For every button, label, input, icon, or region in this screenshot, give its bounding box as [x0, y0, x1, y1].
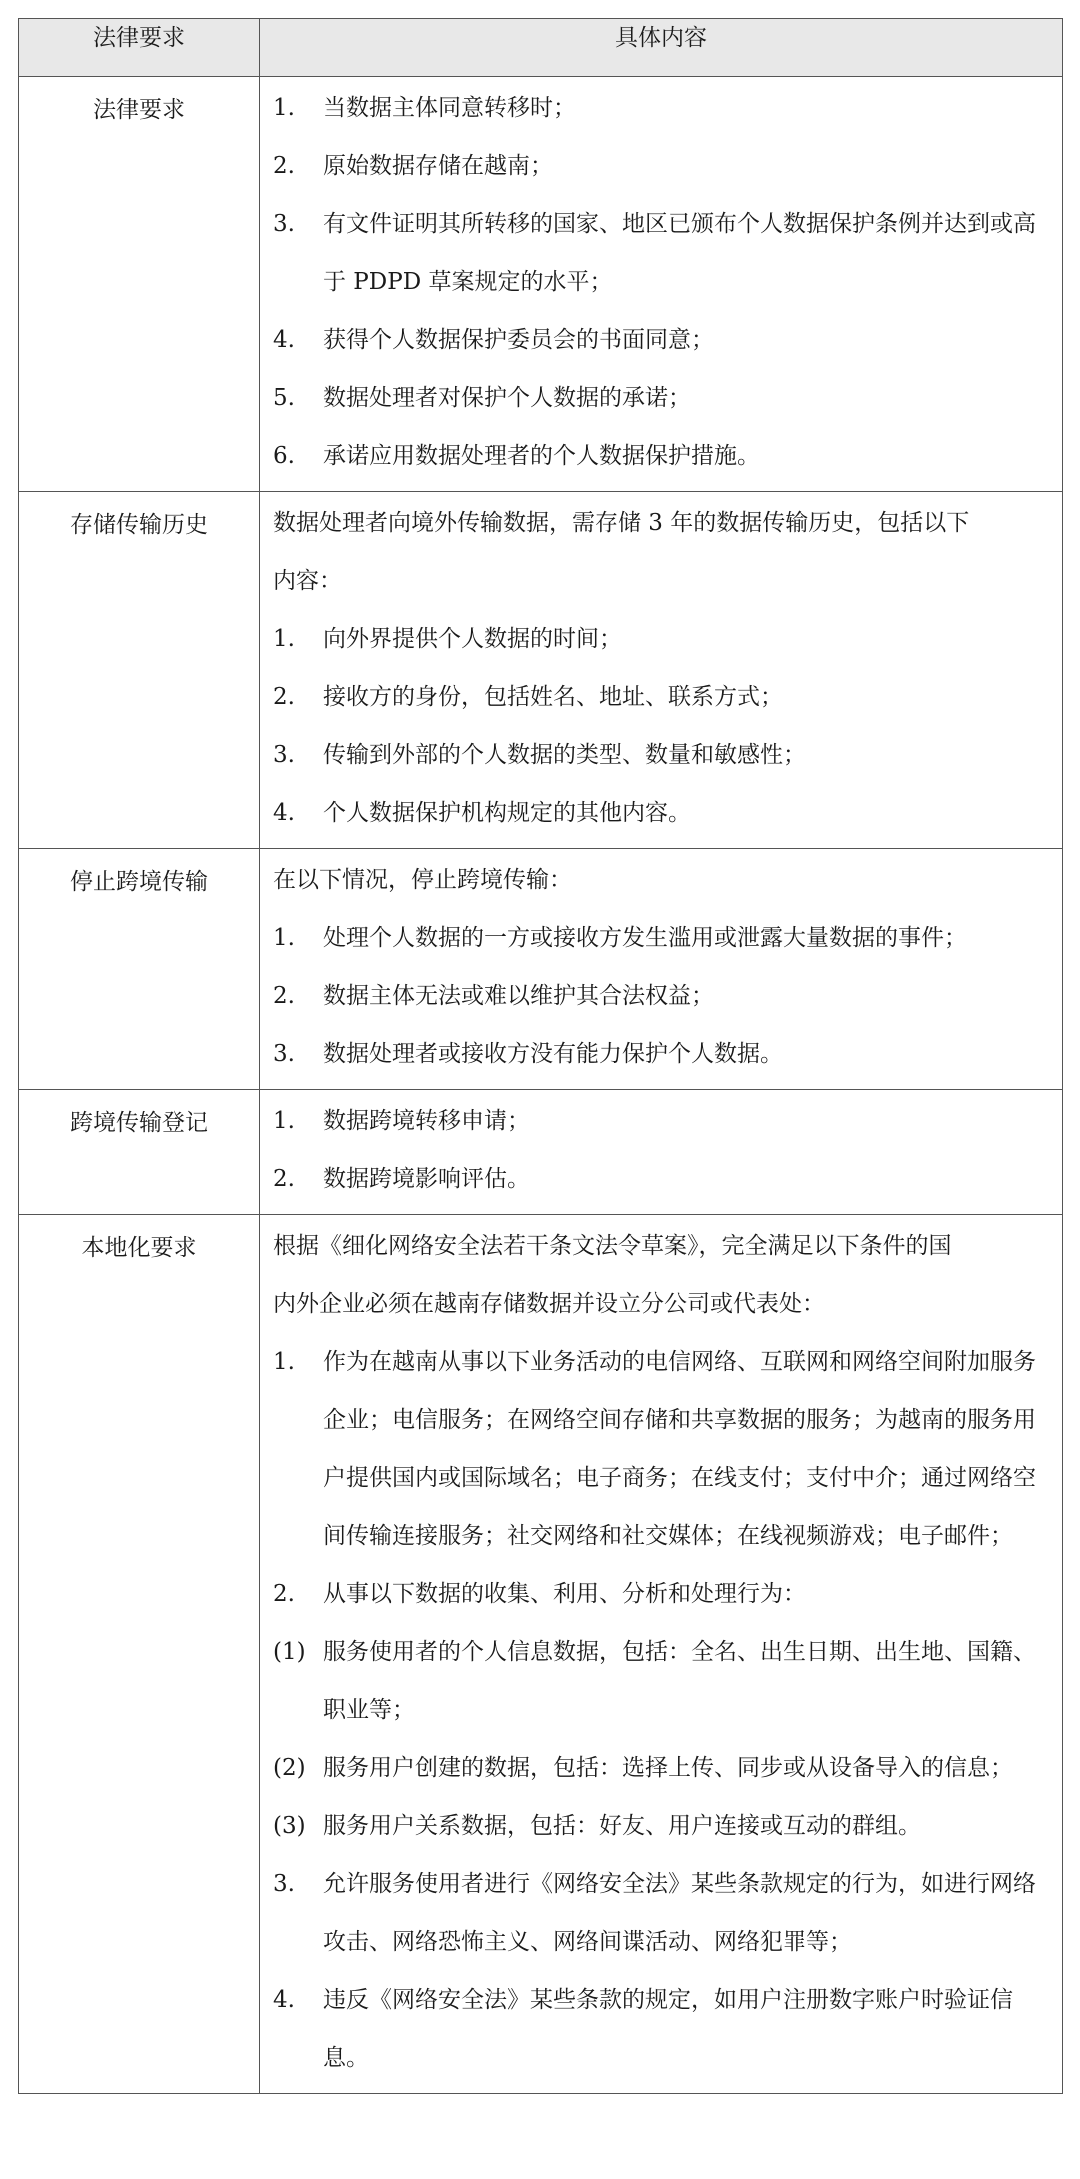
- list-item-text: 向外界提供个人数据的时间；: [323, 626, 622, 652]
- list-item-number: 2.: [273, 1581, 295, 1607]
- list-item-number: (2): [273, 1755, 306, 1781]
- list-item: [273, 668, 1052, 726]
- list-item: [273, 726, 1052, 784]
- list-item-text: 数据跨境影响评估。: [323, 1166, 530, 1192]
- list-item-number: 3.: [273, 1871, 295, 1897]
- list-item-number: 3.: [273, 742, 295, 768]
- list-item-number: 1.: [273, 1349, 295, 1375]
- list-item: [273, 1025, 1052, 1083]
- list-item-number: 2.: [273, 153, 295, 179]
- table-row: [19, 77, 1063, 492]
- list-item: [273, 427, 1052, 485]
- list-item-number: 2.: [273, 1166, 295, 1192]
- requirement-category: 存储传输历史: [19, 492, 260, 849]
- intro-text: 在以下情况，停止跨境传输：: [273, 867, 572, 893]
- list-item-text: 数据跨境转移申请；: [323, 1108, 530, 1134]
- list-item-text: 数据处理者对保护个人数据的承诺；: [323, 385, 691, 411]
- list-item: [273, 610, 1052, 668]
- list-item-text: 作为在越南从事以下业务活动的电信网络、互联网和网络空间附加服务企业；电信服务；在网络空间存储和共享数据的服务；为越南的服务用户提供国内或国际域名；电子商务；在线支付；支付中介；通过网络空间传输连接服务；社交网络和社交媒体；在线视频游戏；电子邮件；: [323, 1349, 1036, 1549]
- list-item-number: (1): [273, 1639, 306, 1665]
- list-item-number: 1.: [273, 95, 295, 121]
- requirement-content: [260, 77, 1063, 492]
- list-item-number: 1.: [273, 1108, 295, 1134]
- list-item-text: 原始数据存储在越南；: [323, 153, 553, 179]
- table-row: [19, 849, 1063, 1090]
- list-item-number: 3.: [273, 211, 295, 237]
- table-row: [19, 1215, 1063, 2094]
- table-body: [19, 77, 1063, 2094]
- list-item-number: (3): [273, 1813, 306, 1839]
- list-item-number: 4.: [273, 327, 295, 353]
- list-item-text: 传输到外部的个人数据的类型、数量和敏感性；: [323, 742, 806, 768]
- requirement-category: 停止跨境传输: [19, 849, 260, 1090]
- requirement-category: 本地化要求: [19, 1215, 260, 2094]
- list-item: [273, 1333, 1052, 1565]
- list-item: [273, 1092, 1052, 1150]
- intro-text: 内外企业必须在越南存储数据并设立分公司或代表处：: [273, 1291, 825, 1317]
- list-item: [273, 1739, 1052, 1797]
- requirement-content: [260, 849, 1063, 1090]
- requirement-category: 法律要求: [19, 77, 260, 492]
- list-item-text: 从事以下数据的收集、利用、分析和处理行为：: [323, 1581, 806, 1607]
- intro-text: 根据《细化网络安全法若干条文法令草案》，完全满足以下条件的国: [273, 1233, 952, 1259]
- list-item-number: 4.: [273, 800, 295, 826]
- list-item-text: 服务用户创建的数据，包括：选择上传、同步或从设备导入的信息；: [323, 1755, 1013, 1781]
- list-item-text: 服务使用者的个人信息数据，包括：全名、出生日期、出生地、国籍、职业等；: [323, 1639, 1036, 1723]
- list-item-text: 数据主体无法或难以维护其合法权益；: [323, 983, 714, 1009]
- table-row: [19, 492, 1063, 849]
- list-item: [273, 784, 1052, 842]
- list-item: [273, 369, 1052, 427]
- list-item-text: 处理个人数据的一方或接收方发生滥用或泄露大量数据的事件；: [323, 925, 967, 951]
- list-item-number: 4.: [273, 1987, 295, 2013]
- intro-text: 内容：: [273, 568, 342, 594]
- requirement-content: [260, 1215, 1063, 2094]
- header-cell-content: 具体内容: [260, 19, 1063, 77]
- list-item-text: 允许服务使用者进行《网络安全法》某些条款规定的行为，如进行网络攻击、网络恐怖主义、网络间谍活动、网络犯罪等；: [323, 1871, 1036, 1955]
- list-item: [273, 1971, 1052, 2087]
- requirement-category: 跨境传输登记: [19, 1090, 260, 1215]
- table-header-row: [19, 19, 1063, 77]
- list-item-number: 3.: [273, 1041, 295, 1067]
- list-item-text: 数据处理者或接收方没有能力保护个人数据。: [323, 1041, 783, 1067]
- list-item: [273, 137, 1052, 195]
- intro-text: 数据处理者向境外传输数据，需存储 3 年的数据传输历史，包括以下: [273, 510, 970, 536]
- list-item-number: 2.: [273, 983, 295, 1009]
- list-item: [273, 1797, 1052, 1855]
- list-item-number: 1.: [273, 626, 295, 652]
- list-item-text: 违反《网络安全法》某些条款的规定，如用户注册数字账户时验证信息。: [323, 1987, 1013, 2071]
- list-item: [273, 967, 1052, 1025]
- list-item-text: 获得个人数据保护委员会的书面同意；: [323, 327, 714, 353]
- requirement-content: [260, 492, 1063, 849]
- list-item: [273, 1565, 1052, 1623]
- header-cell-requirement: 法律要求: [19, 19, 260, 77]
- list-item-text: 接收方的身份，包括姓名、地址、联系方式；: [323, 684, 783, 710]
- list-item-number: 5.: [273, 385, 295, 411]
- list-item-text: 承诺应用数据处理者的个人数据保护措施。: [323, 443, 760, 469]
- requirement-content: [260, 1090, 1063, 1215]
- list-item: [273, 1623, 1052, 1739]
- list-item: [273, 1150, 1052, 1208]
- legal-requirements-table: [18, 18, 1063, 2094]
- list-item: [273, 909, 1052, 967]
- list-item: [273, 79, 1052, 137]
- list-item-number: 1.: [273, 925, 295, 951]
- list-item-text: 服务用户关系数据，包括：好友、用户连接或互动的群组。: [323, 1813, 921, 1839]
- list-item-text: 当数据主体同意转移时；: [323, 95, 576, 121]
- list-item-text: 个人数据保护机构规定的其他内容。: [323, 800, 691, 826]
- list-item-text: 有文件证明其所转移的国家、地区已颁布个人数据保护条例并达到或高于 PDPD 草案规定的水平；: [323, 211, 1036, 295]
- list-item-number: 2.: [273, 684, 295, 710]
- list-item: [273, 311, 1052, 369]
- list-item: [273, 1855, 1052, 1971]
- list-item: [273, 195, 1052, 311]
- table-row: [19, 1090, 1063, 1215]
- list-item-number: 6.: [273, 443, 295, 469]
